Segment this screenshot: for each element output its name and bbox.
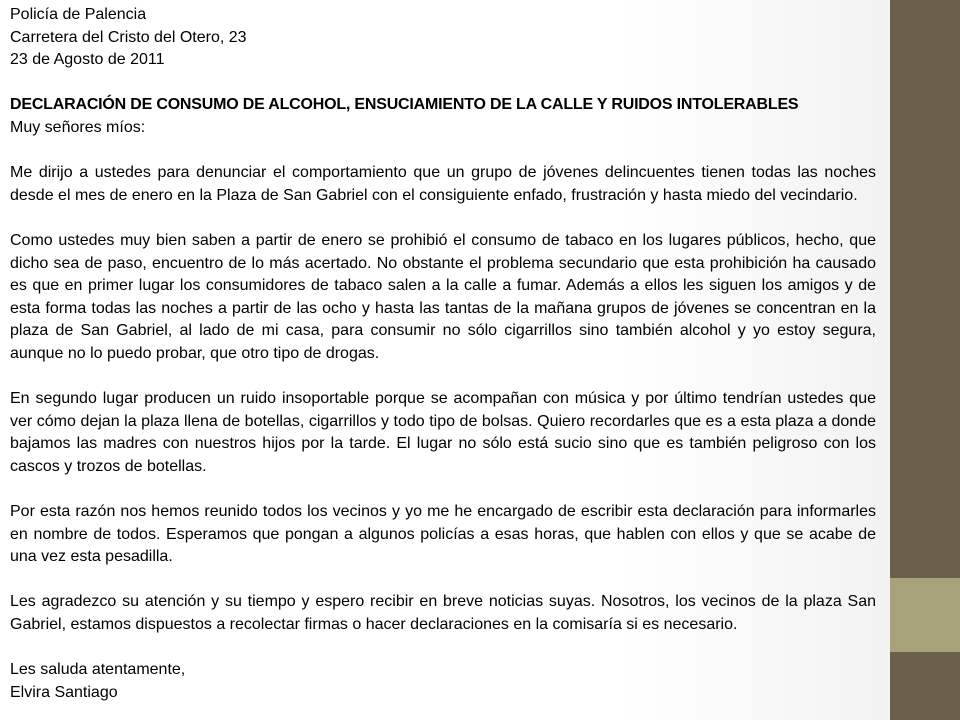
spacer [10,637,876,660]
spacer [10,140,876,163]
recipient-address: Carretera del Cristo del Otero, 23 [10,28,247,46]
salutation: Muy señores míos: [10,118,146,136]
spacer [10,366,876,389]
spacer [10,207,876,230]
letter-subject: DECLARACIÓN DE CONSUMO DE ALCOHOL, ENSUCIAMIENTO DE LA CALLE Y RUIDOS INTOLERABLES [10,96,799,114]
signature: Elvira Santiago [10,683,118,701]
paragraph-request: Por esta razón nos hemos reunido todos los vecinos y yo me he encargado de escribir esta declaración para informarles en nombre de todos. Esperamos que pongan a algunos policías a esas horas, que hablen con ellos y que se acabe de una vez esta pesadilla. [10,503,876,566]
right-sidebar-accent-block [890,578,960,652]
spacer [10,72,876,95]
paragraph-complaint: Me dirijo a ustedes para denunciar el comportamiento que un grupo de jóvenes delincuentes tienen todas las noches desde el mes de enero en la Plaza de San Gabriel con el consiguiente enfado, frustración y hasta miedo del vecindario. [10,164,876,204]
spacer [10,569,876,592]
recipient-name: Policía de Palencia [10,6,147,23]
paragraph-background: Como ustedes muy bien saben a partir de enero se prohibió el consumo de tabaco en los lugares públicos, hecho, que dicho sea de paso, encuentro de lo más acertado. No obstante el problema secundario que esta prohibición ha causado es que en primer lugar los consumidores de tabaco salen a la calle a fumar. Además a ellos les siguen los amigos y de esta forma todas las noches a partir de las ocho y hasta las tantas de la mañana grupos de jóvenes se concentran en la plaza de San Gabriel, al lado de mi casa, para consumir no sólo cigarrillos sino también alcohol y yo estoy segura, aunque no lo puedo probar, que otro tipo de drogas. [10,231,876,362]
letter-date: 23 de Agosto de 2011 [10,51,165,69]
paragraph-thanks: Les agradezco su atención y su tiempo y espero recibir en breve noticias suyas. Nosotros, los vecinos de la plaza San Gabriel, estamos dispuestos a recolectar firmas o hacer declaraciones en la comisaría si es necesario. [10,593,876,634]
paragraph-noise-and-litter: En segundo lugar producen un ruido insoportable porque se acompañan con música y por último tendrían ustedes que ver cómo dejan la plaza llena de botellas, cigarrillos y todo tipo de bolsas. Quiero recordarles que es a esta plaza a donde bajamos las madres con nuestros hijos por la tarde. El lugar no sólo está sucio sino que es también peligroso con los cascos y trozos de botellas. [10,390,876,475]
spacer [10,478,876,501]
closing: Les saluda atentamente, [10,661,186,679]
letter-body [10,4,876,704]
